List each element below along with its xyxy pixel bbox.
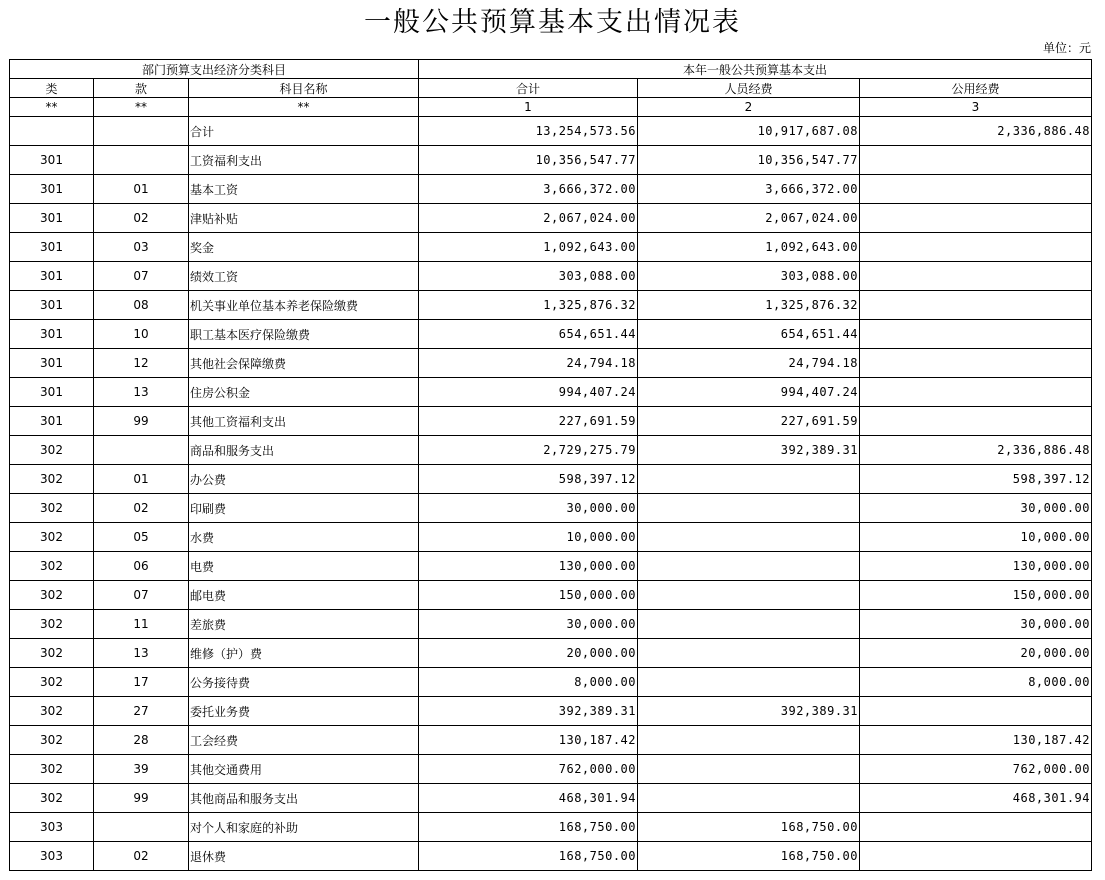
cell-kuan	[94, 146, 189, 175]
header-total: 合计	[419, 79, 638, 98]
cell-kuan: 01	[94, 465, 189, 494]
subheader-lei: **	[10, 98, 94, 117]
cell-kuan: 02	[94, 842, 189, 871]
cell-public: 30,000.00	[860, 610, 1092, 639]
table-row	[10, 639, 1092, 668]
cell-public	[860, 291, 1092, 320]
cell-personnel	[638, 581, 860, 610]
cell-personnel: 10,917,687.08	[638, 117, 860, 146]
cell-lei: 302	[10, 697, 94, 726]
table-row	[10, 175, 1092, 204]
cell-kuan: 99	[94, 407, 189, 436]
cell-public: 2,336,886.48	[860, 117, 1092, 146]
cell-public: 762,000.00	[860, 755, 1092, 784]
table-row	[10, 842, 1092, 871]
unit-label: 单位：元	[1042, 41, 1091, 55]
cell-personnel: 1,092,643.00	[638, 233, 860, 262]
cell-kuan: 27	[94, 697, 189, 726]
table-row	[10, 784, 1092, 813]
cell-total: 168,750.00	[419, 813, 638, 842]
cell-lei: 302	[10, 494, 94, 523]
cell-public	[860, 204, 1092, 233]
cell-total: 303,088.00	[419, 262, 638, 291]
cell-public	[860, 175, 1092, 204]
cell-name: 基本工资	[189, 175, 419, 204]
table-row	[10, 117, 1092, 146]
header-group-left: 部门预算支出经济分类科目	[10, 60, 419, 79]
table-row	[10, 523, 1092, 552]
cell-name: 公务接待费	[189, 668, 419, 697]
cell-lei: 303	[10, 842, 94, 871]
cell-public: 30,000.00	[860, 494, 1092, 523]
cell-total: 1,092,643.00	[419, 233, 638, 262]
table-row	[10, 378, 1092, 407]
cell-kuan: 07	[94, 581, 189, 610]
cell-total: 168,750.00	[419, 842, 638, 871]
cell-name: 其他商品和服务支出	[189, 784, 419, 813]
cell-personnel: 392,389.31	[638, 436, 860, 465]
table-row	[10, 436, 1092, 465]
cell-public: 20,000.00	[860, 639, 1092, 668]
cell-personnel: 2,067,024.00	[638, 204, 860, 233]
cell-personnel: 392,389.31	[638, 697, 860, 726]
cell-public: 130,000.00	[860, 552, 1092, 581]
cell-total: 227,691.59	[419, 407, 638, 436]
cell-total: 24,794.18	[419, 349, 638, 378]
cell-public: 150,000.00	[860, 581, 1092, 610]
subheader-public: 3	[860, 98, 1092, 117]
cell-personnel: 303,088.00	[638, 262, 860, 291]
table-row	[10, 204, 1092, 233]
cell-public: 468,301.94	[860, 784, 1092, 813]
cell-kuan	[94, 117, 189, 146]
cell-kuan: 03	[94, 233, 189, 262]
cell-kuan: 02	[94, 204, 189, 233]
cell-personnel: 3,666,372.00	[638, 175, 860, 204]
cell-kuan: 07	[94, 262, 189, 291]
cell-total: 598,397.12	[419, 465, 638, 494]
cell-personnel	[638, 784, 860, 813]
page-title: 一般公共预算基本支出情况表	[364, 7, 741, 38]
cell-kuan: 08	[94, 291, 189, 320]
table-row	[10, 465, 1092, 494]
cell-kuan: 13	[94, 639, 189, 668]
cell-kuan: 05	[94, 523, 189, 552]
cell-name: 工会经费	[189, 726, 419, 755]
cell-personnel: 227,691.59	[638, 407, 860, 436]
cell-lei: 302	[10, 726, 94, 755]
cell-name: 印刷费	[189, 494, 419, 523]
cell-total: 130,187.42	[419, 726, 638, 755]
header-personnel: 人员经费	[638, 79, 860, 98]
header-public: 公用经费	[860, 79, 1092, 98]
cell-personnel: 24,794.18	[638, 349, 860, 378]
cell-kuan: 10	[94, 320, 189, 349]
cell-lei: 301	[10, 175, 94, 204]
cell-total: 2,067,024.00	[419, 204, 638, 233]
cell-personnel: 168,750.00	[638, 813, 860, 842]
cell-name: 委托业务费	[189, 697, 419, 726]
table-row	[10, 407, 1092, 436]
cell-kuan: 13	[94, 378, 189, 407]
cell-total: 392,389.31	[419, 697, 638, 726]
cell-name: 其他社会保障缴费	[189, 349, 419, 378]
subheader-name: **	[189, 98, 419, 117]
cell-total: 10,356,547.77	[419, 146, 638, 175]
cell-lei: 301	[10, 146, 94, 175]
cell-total: 10,000.00	[419, 523, 638, 552]
header-group-right: 本年一般公共预算基本支出	[419, 60, 1092, 79]
cell-name: 水费	[189, 523, 419, 552]
cell-name: 奖金	[189, 233, 419, 262]
table-row	[10, 697, 1092, 726]
cell-kuan: 02	[94, 494, 189, 523]
table-body	[10, 117, 1092, 871]
cell-personnel	[638, 639, 860, 668]
cell-public	[860, 233, 1092, 262]
cell-name: 住房公积金	[189, 378, 419, 407]
cell-lei: 302	[10, 465, 94, 494]
cell-kuan: 39	[94, 755, 189, 784]
cell-lei: 302	[10, 581, 94, 610]
cell-personnel	[638, 668, 860, 697]
cell-kuan: 01	[94, 175, 189, 204]
cell-name: 办公费	[189, 465, 419, 494]
cell-lei: 301	[10, 291, 94, 320]
cell-personnel: 654,651.44	[638, 320, 860, 349]
cell-lei: 303	[10, 813, 94, 842]
cell-personnel	[638, 610, 860, 639]
header-lei: 类	[10, 79, 94, 98]
cell-lei: 302	[10, 436, 94, 465]
cell-public	[860, 378, 1092, 407]
cell-name: 津贴补贴	[189, 204, 419, 233]
cell-total: 762,000.00	[419, 755, 638, 784]
cell-kuan: 06	[94, 552, 189, 581]
cell-total: 3,666,372.00	[419, 175, 638, 204]
subheader-total: 1	[419, 98, 638, 117]
cell-personnel	[638, 465, 860, 494]
cell-lei: 301	[10, 349, 94, 378]
subheader-personnel: 2	[638, 98, 860, 117]
cell-lei: 302	[10, 523, 94, 552]
cell-personnel: 168,750.00	[638, 842, 860, 871]
cell-name: 职工基本医疗保险缴费	[189, 320, 419, 349]
cell-total: 994,407.24	[419, 378, 638, 407]
table-row	[10, 610, 1092, 639]
cell-personnel	[638, 552, 860, 581]
table-row	[10, 291, 1092, 320]
cell-name: 其他工资福利支出	[189, 407, 419, 436]
cell-public	[860, 262, 1092, 291]
subheader-kuan: **	[94, 98, 189, 117]
cell-total: 30,000.00	[419, 610, 638, 639]
cell-name: 其他交通费用	[189, 755, 419, 784]
cell-public: 598,397.12	[860, 465, 1092, 494]
cell-public	[860, 146, 1092, 175]
cell-personnel: 1,325,876.32	[638, 291, 860, 320]
cell-lei: 301	[10, 320, 94, 349]
cell-public	[860, 813, 1092, 842]
table-row	[10, 233, 1092, 262]
cell-kuan: 17	[94, 668, 189, 697]
cell-lei	[10, 117, 94, 146]
cell-personnel: 10,356,547.77	[638, 146, 860, 175]
table-row	[10, 668, 1092, 697]
table-row	[10, 552, 1092, 581]
cell-lei: 302	[10, 784, 94, 813]
cell-name: 对个人和家庭的补助	[189, 813, 419, 842]
cell-personnel	[638, 523, 860, 552]
cell-total: 13,254,573.56	[419, 117, 638, 146]
table-row	[10, 581, 1092, 610]
cell-lei: 301	[10, 378, 94, 407]
cell-public	[860, 407, 1092, 436]
table-row	[10, 494, 1092, 523]
cell-lei: 302	[10, 639, 94, 668]
cell-personnel	[638, 755, 860, 784]
cell-public	[860, 842, 1092, 871]
cell-name: 机关事业单位基本养老保险缴费	[189, 291, 419, 320]
cell-name: 工资福利支出	[189, 146, 419, 175]
cell-lei: 301	[10, 204, 94, 233]
cell-public: 10,000.00	[860, 523, 1092, 552]
cell-total: 130,000.00	[419, 552, 638, 581]
cell-kuan	[94, 813, 189, 842]
cell-lei: 301	[10, 407, 94, 436]
cell-lei: 301	[10, 262, 94, 291]
cell-kuan: 11	[94, 610, 189, 639]
cell-public: 130,187.42	[860, 726, 1092, 755]
cell-kuan: 28	[94, 726, 189, 755]
table-row	[10, 755, 1092, 784]
cell-total: 1,325,876.32	[419, 291, 638, 320]
cell-personnel: 994,407.24	[638, 378, 860, 407]
table-row	[10, 726, 1092, 755]
cell-lei: 302	[10, 755, 94, 784]
cell-kuan: 12	[94, 349, 189, 378]
cell-lei: 302	[10, 552, 94, 581]
header-name: 科目名称	[189, 79, 419, 98]
expenditure-table	[9, 59, 1092, 871]
cell-name: 邮电费	[189, 581, 419, 610]
cell-name: 商品和服务支出	[189, 436, 419, 465]
table-row	[10, 349, 1092, 378]
cell-public: 2,336,886.48	[860, 436, 1092, 465]
cell-name: 退休费	[189, 842, 419, 871]
cell-name: 合计	[189, 117, 419, 146]
cell-public	[860, 349, 1092, 378]
header-kuan: 款	[94, 79, 189, 98]
cell-kuan: 99	[94, 784, 189, 813]
cell-total: 20,000.00	[419, 639, 638, 668]
cell-public	[860, 697, 1092, 726]
cell-total: 2,729,275.79	[419, 436, 638, 465]
cell-public: 8,000.00	[860, 668, 1092, 697]
cell-lei: 301	[10, 233, 94, 262]
table-row	[10, 262, 1092, 291]
cell-name: 绩效工资	[189, 262, 419, 291]
cell-kuan	[94, 436, 189, 465]
cell-personnel	[638, 726, 860, 755]
cell-name: 差旅费	[189, 610, 419, 639]
cell-total: 8,000.00	[419, 668, 638, 697]
cell-total: 150,000.00	[419, 581, 638, 610]
cell-name: 维修（护）费	[189, 639, 419, 668]
table-row	[10, 146, 1092, 175]
cell-total: 30,000.00	[419, 494, 638, 523]
cell-total: 468,301.94	[419, 784, 638, 813]
cell-lei: 302	[10, 610, 94, 639]
table-row	[10, 320, 1092, 349]
table-row	[10, 813, 1092, 842]
cell-total: 654,651.44	[419, 320, 638, 349]
cell-personnel	[638, 494, 860, 523]
cell-name: 电费	[189, 552, 419, 581]
cell-lei: 302	[10, 668, 94, 697]
cell-public	[860, 320, 1092, 349]
